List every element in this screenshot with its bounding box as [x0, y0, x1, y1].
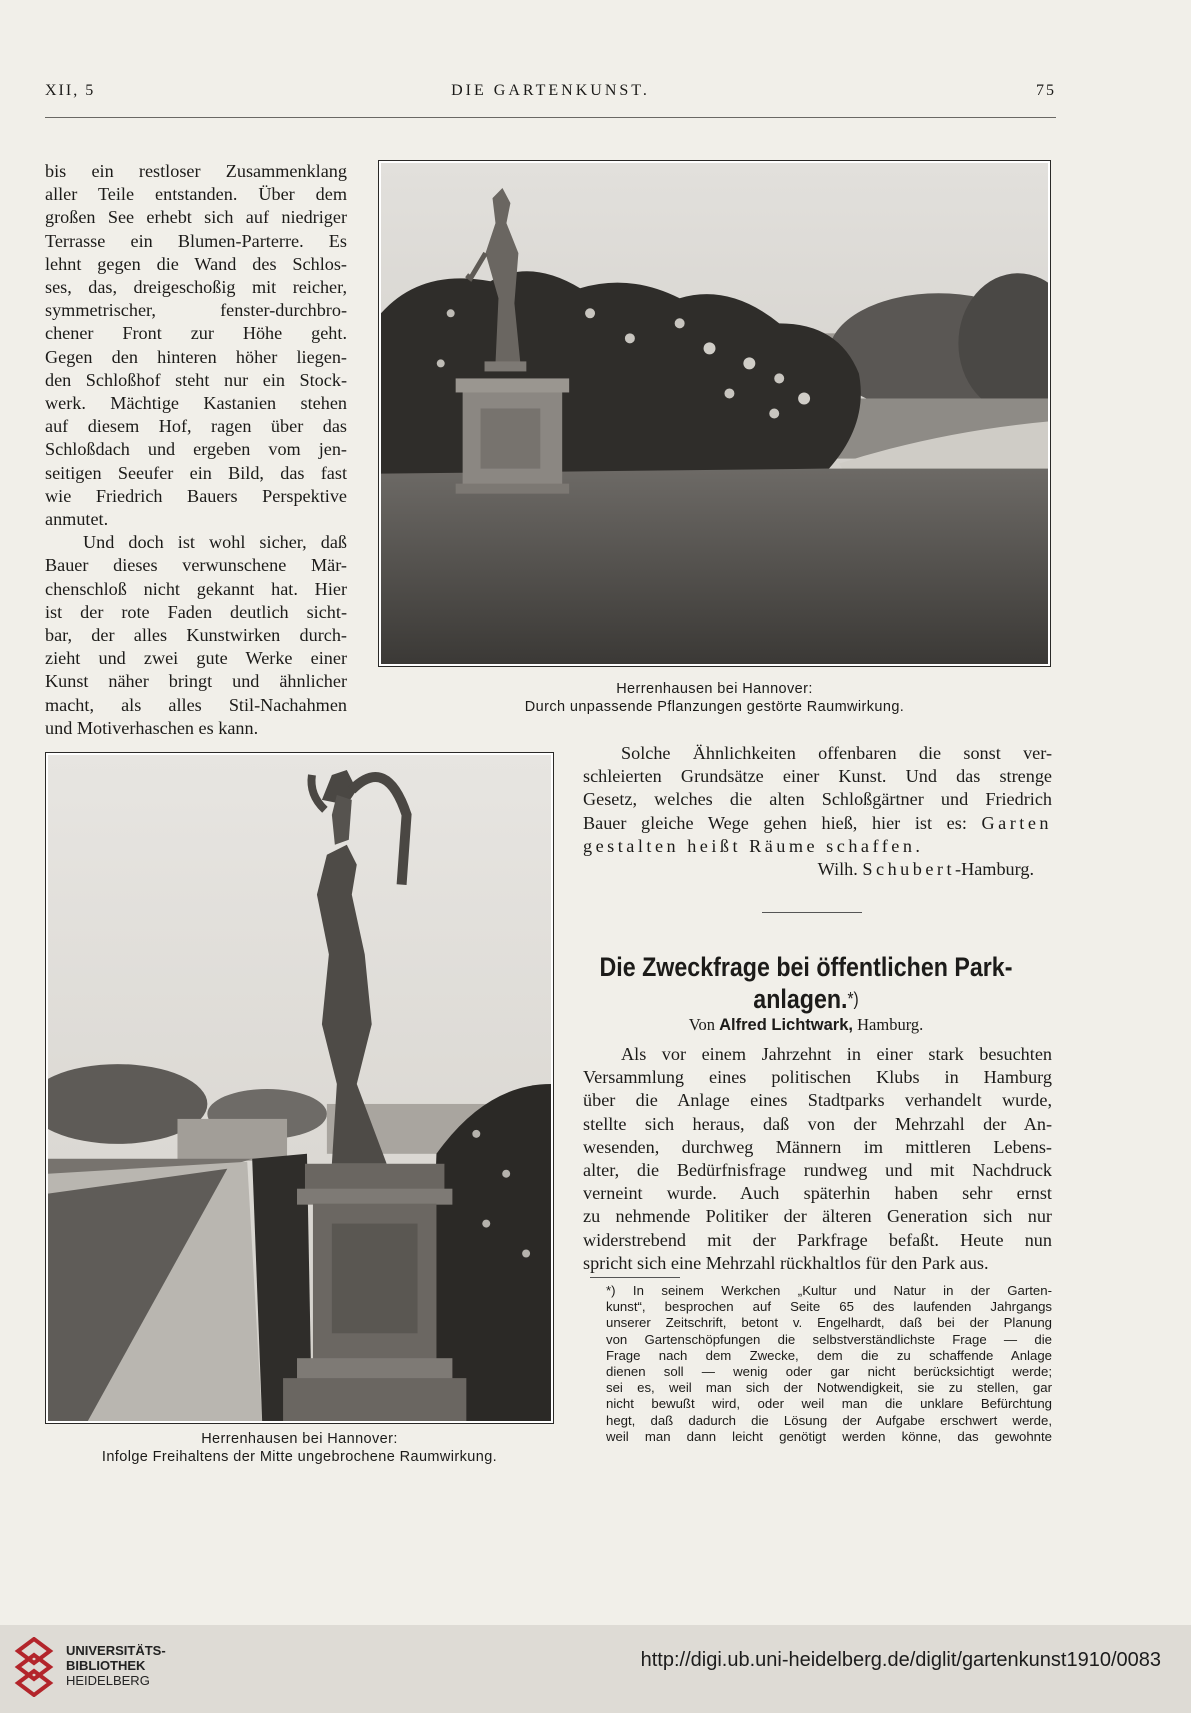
footnote-rule: [590, 1277, 680, 1278]
right-para-emph-line: [583, 812, 1052, 835]
signature: [583, 858, 1052, 881]
figure-top-caption: [378, 680, 1051, 716]
statue-rhododendron-image: [381, 163, 1048, 664]
volume-number: XII, 5: [45, 82, 96, 99]
left-text-line: ses, das, dreigeschoßig mit reicher,: [45, 277, 347, 298]
footnote-line: unserer Zeitschrift, betont v. Engelhardt, daß bei der Planung: [606, 1315, 1052, 1331]
figure-bottom-caption: [45, 1430, 554, 1466]
footnote-line: weil man dann leicht genötigt werden könne, das gewohnte: [606, 1428, 1052, 1444]
left-text-line: Bauer dieses verwunschene Mär-: [45, 555, 347, 576]
left-text-line: und Motiverhaschen es kann.: [45, 717, 259, 738]
figure-bottom-caption-line1: Herrenhausen bei Hannover:: [201, 1431, 398, 1447]
left-text-line: anmutet.: [45, 509, 109, 530]
article-body-line: wesenden, durchweg Männern im mittleren Lebens-: [583, 1136, 1052, 1157]
footnote-marker: *): [847, 989, 859, 1009]
journal-title: DIE GARTENKUNST.: [451, 82, 650, 99]
signature-name: Schubert: [862, 859, 956, 880]
left-text-line: bar, der alles Kunstwirken durch-: [45, 625, 347, 646]
left-text-line: Schloßdach und ergeben vom jen-: [45, 439, 347, 460]
left-column-text: [45, 160, 347, 740]
left-text-line: chenschloß nicht gekannt hat. Hier: [45, 578, 347, 599]
right-para-line: schleierten Grundsätze einer Kunst. Und das strenge: [583, 766, 1052, 787]
article-title-line1: Die Zweckfrage bei öffentlichen Park-: [599, 952, 1013, 982]
footnote-line: sei es, weil man sich der Notwendigkeit, sie zu stellen, gar: [606, 1380, 1052, 1396]
byline: [560, 1015, 1052, 1035]
left-text-line: ist der rote Faden deutlich sicht-: [45, 601, 347, 622]
article-body: [583, 1043, 1052, 1275]
byline-place: Hamburg.: [853, 1015, 924, 1034]
library-name-line2: BIBLIOTHEK: [66, 1658, 146, 1673]
article-body-line: spricht sich eine Mehrzahl rückhaltlos für den Park aus.: [583, 1252, 989, 1273]
author-name: Alfred Lichtwark,: [719, 1016, 853, 1034]
library-name: [66, 1643, 166, 1688]
left-text-line: chener Front zur Höhe geht.: [45, 323, 347, 344]
left-text-line: seitigen Seeufer ein Bild, das fast: [45, 462, 347, 483]
left-text-line: werk. Mächtige Kastanien stehen: [45, 393, 347, 414]
library-name-line3: HEIDELBERG: [66, 1673, 150, 1688]
footnote: [580, 1283, 1052, 1445]
left-text-line: symmetrischer, fenster-durchbro-: [45, 300, 347, 321]
footnote-line: hegt, daß dadurch die Lösung der Aufgabe erschwert werde,: [606, 1412, 1052, 1428]
article-title-anlagen: anlagen.: [753, 984, 848, 1014]
left-text-line: wie Friedrich Bauers Perspektive: [45, 485, 347, 506]
emphasis-garten: Garten: [981, 812, 1052, 833]
article-body-line: widerstrebend mit der Parkfrage befaßt. Heute nun: [583, 1229, 1052, 1250]
article-body-line: Versammlung eines politischen Klubs in Hamburg: [583, 1067, 1052, 1088]
byline-prefix: Von: [688, 1015, 720, 1034]
left-text-line: lehnt gegen die Wand des Schlos-: [45, 253, 347, 274]
right-para-line: Solche Ähnlichkeiten offenbaren die sonst ver-: [621, 743, 1052, 763]
article-body-line: stellte sich heraus, daß von der Mehrzahl der An-: [583, 1113, 1052, 1134]
header-rule: [45, 117, 1056, 118]
figure-top-caption-line2: Durch unpassende Pflanzungen gestörte Raumwirkung.: [524, 699, 905, 715]
left-text-line: auf diesem Hof, ragen über das: [45, 416, 347, 437]
article-title-line2: [594, 983, 1017, 1015]
running-header: [45, 82, 1056, 104]
section-divider: [762, 912, 862, 913]
footnote-line: *) In seinem Werkchen „Kultur und Natur in der Garten-: [606, 1283, 1052, 1298]
left-text-line: zieht und zwei gute Werke einer: [45, 648, 347, 669]
right-para-line: Gesetz, welches die alten Schloßgärtner und Friedrich: [583, 789, 1052, 810]
left-text-line: Gegen den hinteren höher liegen-: [45, 346, 347, 367]
left-text-line: aller Teile entstanden. Über dem: [45, 184, 347, 205]
article-body-line: alter, die Bedürfnisfrage rundweg und mit Nachdruck: [583, 1160, 1052, 1181]
right-para-line: Bauer gleiche Wege gehen hieß, hier ist es:: [583, 812, 967, 833]
right-concluding-paragraph: [583, 742, 1052, 881]
library-footer: [0, 1625, 1191, 1713]
article-body-line: zu nehmende Politiker der älteren Generation sich nur: [583, 1206, 1052, 1227]
figure-top-caption-line1: Herrenhausen bei Hannover:: [616, 681, 813, 697]
article-body-line: verneint wurde. Auch späterhin haben sehr ernst: [583, 1183, 1052, 1204]
article-body-line: Als vor einem Jahrzehnt in einer stark besuchten: [621, 1044, 1052, 1064]
statue-avenue-image: [48, 755, 551, 1421]
signature-suffix: -Hamburg.: [955, 859, 1034, 880]
permalink-url[interactable]: http://digi.ub.uni-heidelberg.de/diglit/gartenkunst1910/0083: [640, 1649, 1161, 1671]
left-text-line: bis ein restloser Zusammenklang: [45, 161, 347, 181]
figure-top-photo: [378, 160, 1051, 667]
article-body-line: über die Anlage eines Stadtparks verhandelt wurde,: [583, 1090, 1052, 1111]
footnote-line: Frage nach dem Zwecke, dem die zu schaffende Anlage: [606, 1347, 1052, 1363]
left-text-line: Terrasse ein Blumen-Parterre. Es: [45, 230, 347, 251]
left-text-line: den Schloßhof steht nur ein Stock-: [45, 369, 347, 390]
library-logo-icon: [14, 1637, 54, 1697]
signature-prefix: Wilh.: [817, 859, 863, 880]
left-text-line: Kunst näher bringt und ähnlicher: [45, 671, 347, 692]
left-text-line: macht, als alles Stil-Nachahmen: [45, 694, 347, 715]
library-name-line1: UNIVERSITÄTS-: [66, 1643, 166, 1658]
emphasis-line: gestalten heißt Räume schaffen.: [583, 835, 924, 856]
footnote-line: kunst“, besprochen auf Seite 65 des laufenden Jahrgangs: [606, 1299, 1052, 1315]
footnote-line: dienen soll — wenig oder gar nicht berücksichtigt werde;: [606, 1364, 1052, 1380]
figure-bottom-caption-line2: Infolge Freihaltens der Mitte ungebrochene Raumwirkung.: [101, 1449, 498, 1465]
left-text-line: Und doch ist wohl sicher, daß: [83, 532, 347, 553]
figure-bottom-photo: [45, 752, 554, 1424]
footnote-line: von Gartenschöpfungen die selbstverständlichste Frage — die: [606, 1331, 1052, 1347]
left-text-line: großen See erhebt sich auf niedriger: [45, 207, 347, 228]
page-number: 75: [1036, 82, 1056, 99]
footnote-line: nicht bewußt wird, oder weil man die unklare Befürchtung: [606, 1396, 1052, 1412]
